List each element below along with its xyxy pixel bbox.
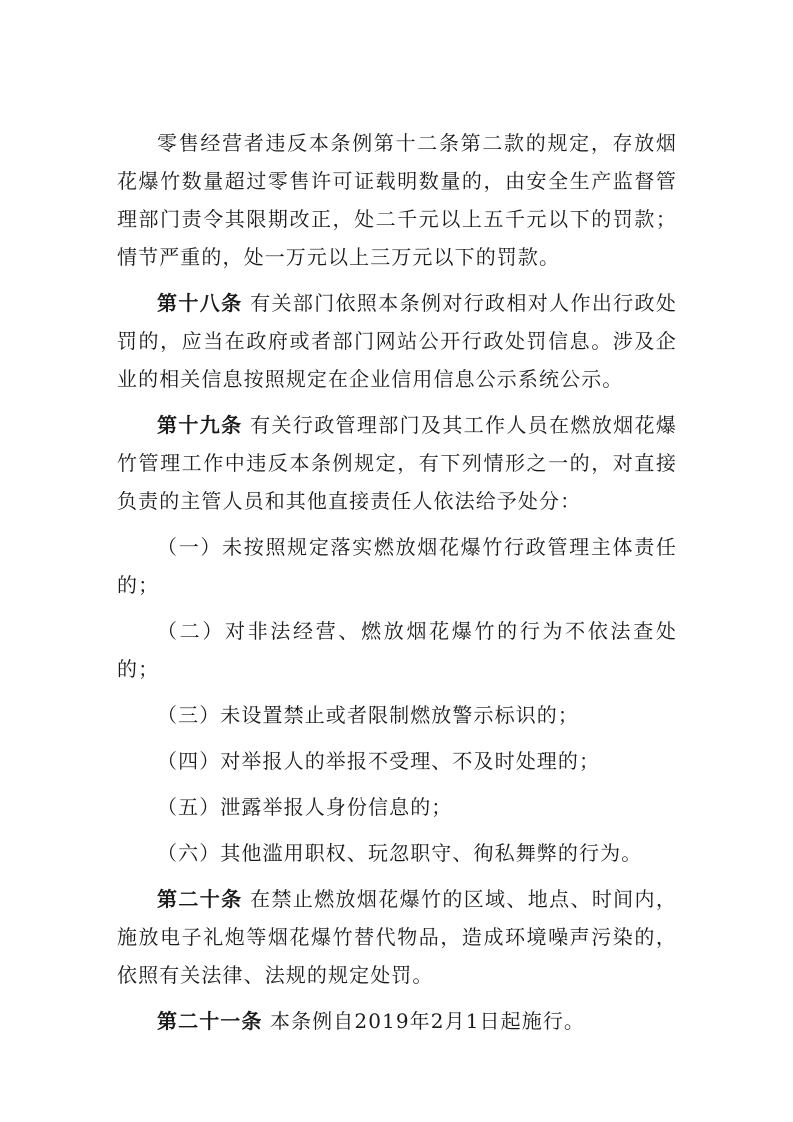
article-text: 有关行政管理部门及其工作人员在燃放烟花爆竹管理工作中违反本条例规定，有下列情形之一的，对直接负责的主管人员和其他直接责任人依法给予处分： [117, 413, 677, 513]
list-item-text: （一）未按照规定落实燃放烟花爆竹行政管理主体责任的； [117, 535, 677, 597]
article-text: 有关部门依照本条例对行政相对人作出行政处罚的，应当在政府或者部门网站公开行政处罚信息。涉及企业的相关信息按照规定在企业信用信息公示系统公示。 [117, 291, 677, 391]
list-item-text: （三）未设置禁止或者限制燃放警示标识的； [157, 703, 579, 727]
list-item-5 [117, 788, 677, 826]
list-item-2 [117, 612, 677, 688]
article-number: 第十九条 [157, 413, 243, 437]
article-number: 第二十一条 [157, 1009, 263, 1033]
list-item-text: （六）其他滥用职权、玩忽职守、徇私舞弊的行为。 [157, 841, 643, 865]
list-item-1 [117, 528, 677, 604]
list-item-text: （四）对举报人的举报不受理、不及时处理的； [157, 749, 601, 773]
article-20 [117, 880, 677, 994]
article-18 [117, 284, 677, 398]
list-item-text: （五）泄露举报人身份信息的； [157, 795, 453, 819]
article-text: 本条例自2019年2月1日起施行。 [269, 1009, 586, 1033]
paragraph-retail-violation [117, 124, 677, 276]
article-19 [117, 406, 677, 520]
article-21 [117, 1002, 677, 1040]
list-item-4 [117, 742, 677, 780]
document-body [117, 124, 677, 1040]
list-item-text: （二）对非法经营、燃放烟花爆竹的行为不依法查处的； [117, 619, 677, 681]
paragraph-text: 零售经营者违反本条例第十二条第二款的规定，存放烟花爆竹数量超过零售许可证载明数量的，由安全生产监督管理部门责令其限期改正，处二千元以上五千元以下的罚款；情节严重的，处一万元以上三万元以下的罚款。 [117, 131, 677, 269]
article-text: 在禁止燃放烟花爆竹的区域、地点、时间内，施放电子礼炮等烟花爆竹替代物品，造成环境噪声污染的，依照有关法律、法规的规定处罚。 [117, 887, 677, 987]
list-item-6 [117, 834, 677, 872]
article-number: 第十八条 [157, 291, 243, 315]
list-item-3 [117, 696, 677, 734]
article-number: 第二十条 [157, 887, 243, 911]
